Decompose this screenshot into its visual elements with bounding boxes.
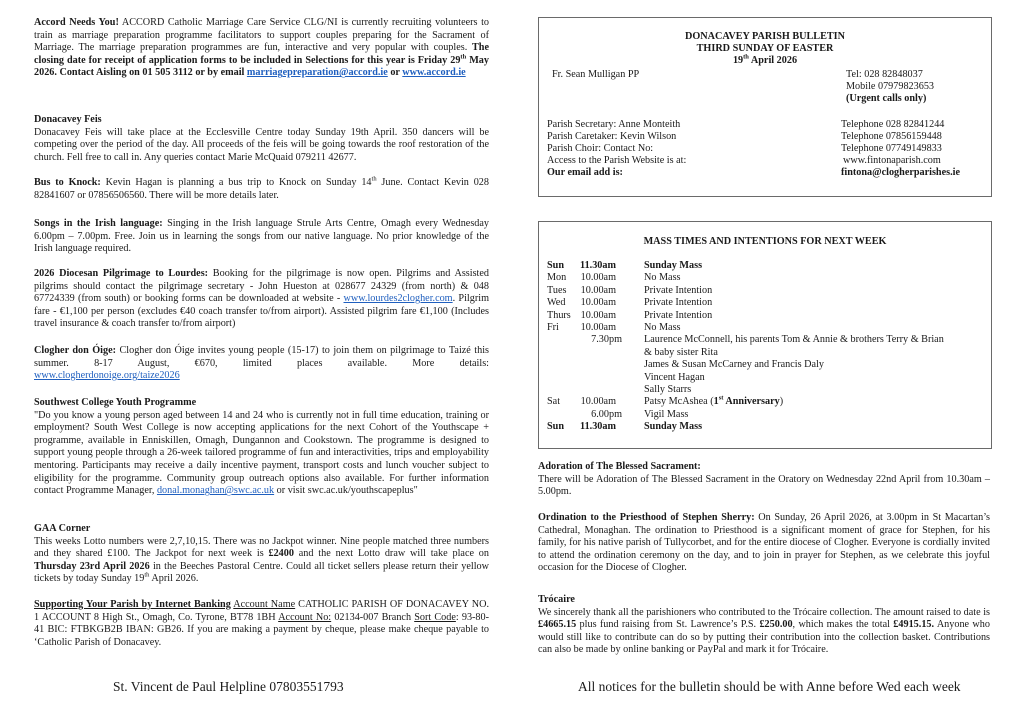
mass-intention: James & Susan McCarney and Francis Daly	[644, 359, 824, 371]
adoration-text: There will be Adoration of The Blessed Sacrament in the Oratory on Wednesday 22nd April from 10.30am – 5.00pm.	[538, 473, 990, 498]
accord-closing-date: The closing date for receipt of application forms to be included in Selections for this year is Friday 29th May 2026. Contact Aisling on 01 505 3112 or by email marriagepreparation@accord.ie or www.accord.ie	[34, 42, 489, 79]
mass-time: 10.00am	[580, 396, 616, 408]
swc-notice	[34, 397, 489, 498]
bulletin-title: DONACAVEY PARISH BULLETIN	[684, 31, 845, 42]
trocaire-title: Trócaire	[538, 594, 575, 605]
mass-intention: No Mass	[644, 272, 681, 284]
feis-title: Donacavey Feis	[34, 114, 102, 125]
clogher-title: Clogher don Óige:	[34, 345, 117, 356]
irish-songs-title: Songs in the Irish language:	[34, 218, 163, 229]
contact-value: Telephone 07856159448	[841, 131, 942, 142]
mass-intention: & baby sister Rita	[644, 346, 718, 358]
contact-row: Access to the Parish Website is at:	[547, 155, 687, 166]
trocaire-amount: £4665.15	[538, 619, 577, 631]
contact-row: Parish Caretaker: Kevin Wilson	[547, 131, 677, 142]
mass-day: Fri	[547, 322, 559, 333]
gaa-notice	[34, 523, 489, 586]
trocaire-text: We sincerely thank all the parishioners who contributed to the Trócaire collection. The amount raised to date is £4665.15 plus fund raising from St. Lawrence’s P.S. £250.00, which makes the total £4915.15. Anyone who would still like to contribute can do so by putting their contribution into the collection basket. Contributions can also be made by online banking or PayPal and mark it for Trócaire.	[538, 606, 990, 656]
contact-value: Telephone 07749149833	[841, 143, 942, 154]
mass-time: 11.30am	[580, 421, 616, 433]
accord-text: ACCORD Catholic Marriage Care Service CLG/NI is currently recruiting volunteers to train as marriage preparation programme facilitators to support couples preparing for the Sacrament of Marriage. The marriage preparation programmes are fun, interactive and very popular with couples.	[34, 17, 489, 54]
mass-time: 11.30am	[580, 260, 616, 271]
mass-intention: Laurence McConnell, his parents Tom & Annie & brothers Terry & Brian	[644, 334, 944, 346]
accord-notice	[34, 17, 489, 80]
mass-intention: Vigil Mass	[644, 408, 689, 420]
gaa-text: This weeks Lotto numbers were 2,7,10,15. There was no Jackpot winner. Nine people matched three numbers and they shared £100. The Jackpot for next week is £2400 and the next Lotto draw will take place on Thursday 23rd April 2026 in the Beeches Pastoral Centre. Could all ticket sellers please return their yellow tickets by today Sunday 19th April 2026.	[34, 535, 489, 585]
ordination-notice: Ordination to the Priesthood of Stephen Sherry: On Sunday, 26 April 2026, at 3.00pm in St Macartan’s Cathedral, Monaghan. The ordination to Priesthood is a significant moment of grace for Stephen, for his family, for his native parish of Tullycorbet, and for the entire diocese of Clogher. Everyone is cordially invited to attend the ordination ceremony on the day, and to join in prayer for Stephen, as we celebrate this joyful occasion for the Diocese of Clogher.	[538, 512, 990, 574]
ordination-title: Ordination to the Priesthood of Stephen Sherry:	[538, 512, 755, 523]
gaa-jackpot: £2400	[268, 548, 294, 560]
footer-helpline: St. Vincent de Paul Helpline 07803551793	[113, 679, 344, 694]
mass-day: Sat	[547, 396, 561, 408]
adoration-title: Adoration of The Blessed Sacrament:	[538, 461, 701, 472]
mass-day: Thurs	[547, 309, 571, 321]
gaa-title: GAA Corner	[34, 523, 91, 534]
mass-time: 6.00pm	[591, 408, 622, 420]
mass-intention: Vincent Hagan	[644, 371, 705, 383]
mass-intention: No Mass	[644, 322, 681, 333]
mass-time: 10.00am	[580, 322, 616, 333]
parish-website[interactable]: www.fintonaparish.com	[843, 155, 941, 166]
bulletin-header-box	[538, 17, 992, 197]
parish-email[interactable]: fintona@clogherparishes.ie	[841, 167, 960, 178]
feis-text: Donacavey Feis will take place at the Ecclesville Centre today Sunday 19th April. 350 dancers will be competing over the period of the day. All proceeds of the feis will be going towards the roof restoration of the church. Fell free to call in. Any queries contact Marie McQuaid 079211 42677.	[34, 126, 489, 163]
mass-intention: Sunday Mass	[644, 421, 703, 433]
clogher-notice: Clogher don Óige: Clogher don Óige invites young people (15-17) to join them on pilgrimage to Taizé this summer. 8-17 August, €670, limited places available. More details:	[34, 345, 489, 369]
contact-row: Parish Choir: Contact No:	[547, 143, 654, 154]
mass-day: Sun	[547, 260, 564, 271]
mass-intention: Private Intention	[644, 284, 713, 296]
mass-intention: Private Intention	[644, 297, 713, 309]
contact-row: Our email add is:	[547, 167, 623, 178]
feis-notice	[34, 114, 489, 164]
accord-title: Accord Needs You!	[34, 17, 119, 28]
clogher-link[interactable]: www.clogherdonoige.org/taize2026	[34, 370, 180, 381]
bulletin-date: 19th April 2026	[732, 53, 798, 66]
swc-title: Southwest College Youth Programme	[34, 397, 197, 408]
mass-time: 10.00am	[580, 297, 616, 309]
urgent-note: (Urgent calls only)	[846, 93, 927, 104]
mass-time: 10.00am	[580, 272, 616, 284]
irish-songs-notice: Songs in the Irish language: Singing in the Irish language Strule Arts Centre, Omagh every Wednesday 6.00pm – 7.00pm. Free. Join us in learning the songs from our native language. No prior knowledge of the Irish language required.	[34, 218, 489, 255]
banking-notice: Supporting Your Parish by Internet Banking Account Name CATHOLIC PARISH OF DONACAVEY NO. 1 ACCOUNT 8 High St., Omagh, Co. Tyrone, BT78 1BH Account No: 02134-007 Branch Sort Code: 93-80-41 BIC: FTBKGB2B IBAN: GB26. If you are making a payment by cheque, please make cheque payable to ‘Catholic Parish of Donacavey.	[34, 599, 490, 648]
lourdes-title: 2026 Diocesan Pilgrimage to Lourdes:	[34, 268, 209, 279]
banking-title: Supporting Your Parish by Internet Banking	[34, 599, 231, 610]
mass-intention: Sally Starrs	[644, 384, 692, 395]
mass-times-box	[538, 221, 992, 449]
adoration-notice	[538, 461, 990, 499]
priest-tel: Tel: 028 82848037	[846, 69, 923, 80]
bulletin-subtitle: THIRD SUNDAY OF EASTER	[696, 43, 834, 54]
mass-day: Mon	[547, 272, 567, 284]
swc-email-link[interactable]: donal.monaghan@swc.ac.uk	[156, 485, 275, 497]
accord-web-link[interactable]: www.accord.ie	[402, 67, 466, 79]
swc-text: "Do you know a young person aged between 14 and 24 who is currently not in full time education, training or employment? South West College is now accepting applications for the next Cohort of the Youthscape + programme, available in Enniskillen, Omagh, Dungannon and Cookstown. The programme is designed to support young people through a 26-week tailored programme of fun and interactivities, trips and employability mentoring. Participants may receive a daily incentive payment, transport costs and lunch voucher subject to eligibility for the programme. Community group outreach options also available. For further information contact Programme Manager, donal.monaghan@swc.ac.uk or visit swc.ac.uk/youthscapeplus"	[34, 409, 489, 497]
trocaire-notice	[538, 594, 990, 657]
priest-name: Fr. Sean Mulligan PP	[552, 69, 640, 80]
mass-day: Sun	[547, 421, 564, 433]
anniversary-label: 1st Anniversary	[713, 395, 780, 408]
mass-time: 10.00am	[580, 309, 616, 321]
mass-day: Tues	[547, 284, 567, 296]
mass-intention: Patsy McAshea (1st Anniversary)	[644, 395, 784, 408]
mass-time: 10.00am	[580, 284, 616, 296]
contact-row: Parish Secretary: Anne Monteith	[547, 119, 681, 130]
mass-intention: Sunday Mass	[644, 260, 703, 271]
contact-value: Telephone 028 82841244	[841, 119, 945, 130]
mass-time: 7.30pm	[591, 334, 622, 346]
footer-notice: All notices for the bulletin should be with Anne before Wed each week	[578, 679, 961, 694]
gaa-draw-date: Thursday 23rd April 2026	[34, 560, 150, 572]
mass-day: Wed	[547, 297, 566, 309]
trocaire-school-amount: £250.00	[759, 619, 793, 631]
trocaire-total: £4915.15.	[893, 619, 935, 631]
priest-mobile: Mobile 07979823653	[846, 81, 935, 92]
knock-title: Bus to Knock:	[34, 177, 101, 188]
knock-notice: Bus to Knock: Kevin Hagan is planning a bus trip to Knock on Sunday 14th June. Contact Kevin 028 82841607 or 07856506560. There will be more details later.	[34, 175, 489, 201]
mass-intention: Private Intention	[644, 309, 713, 321]
lourdes-link[interactable]: www.lourdes2clogher.com	[343, 293, 453, 305]
lourdes-notice: 2026 Diocesan Pilgrimage to Lourdes: Booking for the pilgrimage is now open. Pilgrims and Assisted pilgrims should contact the pilgrimage secretary - John Hueston at 028677 24329 (from north) & 048 67724339 (from south) or booking forms can be downloaded at website - www.lourdes2clogher.com. Pilgrim fare - €1,100 per person (excludes €40 coach transfer to/from airport). Assisted pilgrim fare €1,100 (Includes travel insurance & coach transfer to/from airport)	[34, 268, 489, 330]
mass-times-title: MASS TIMES AND INTENTIONS FOR NEXT WEEK	[643, 236, 887, 247]
accord-email-link[interactable]: marriagepreparation@accord.ie	[246, 67, 388, 79]
